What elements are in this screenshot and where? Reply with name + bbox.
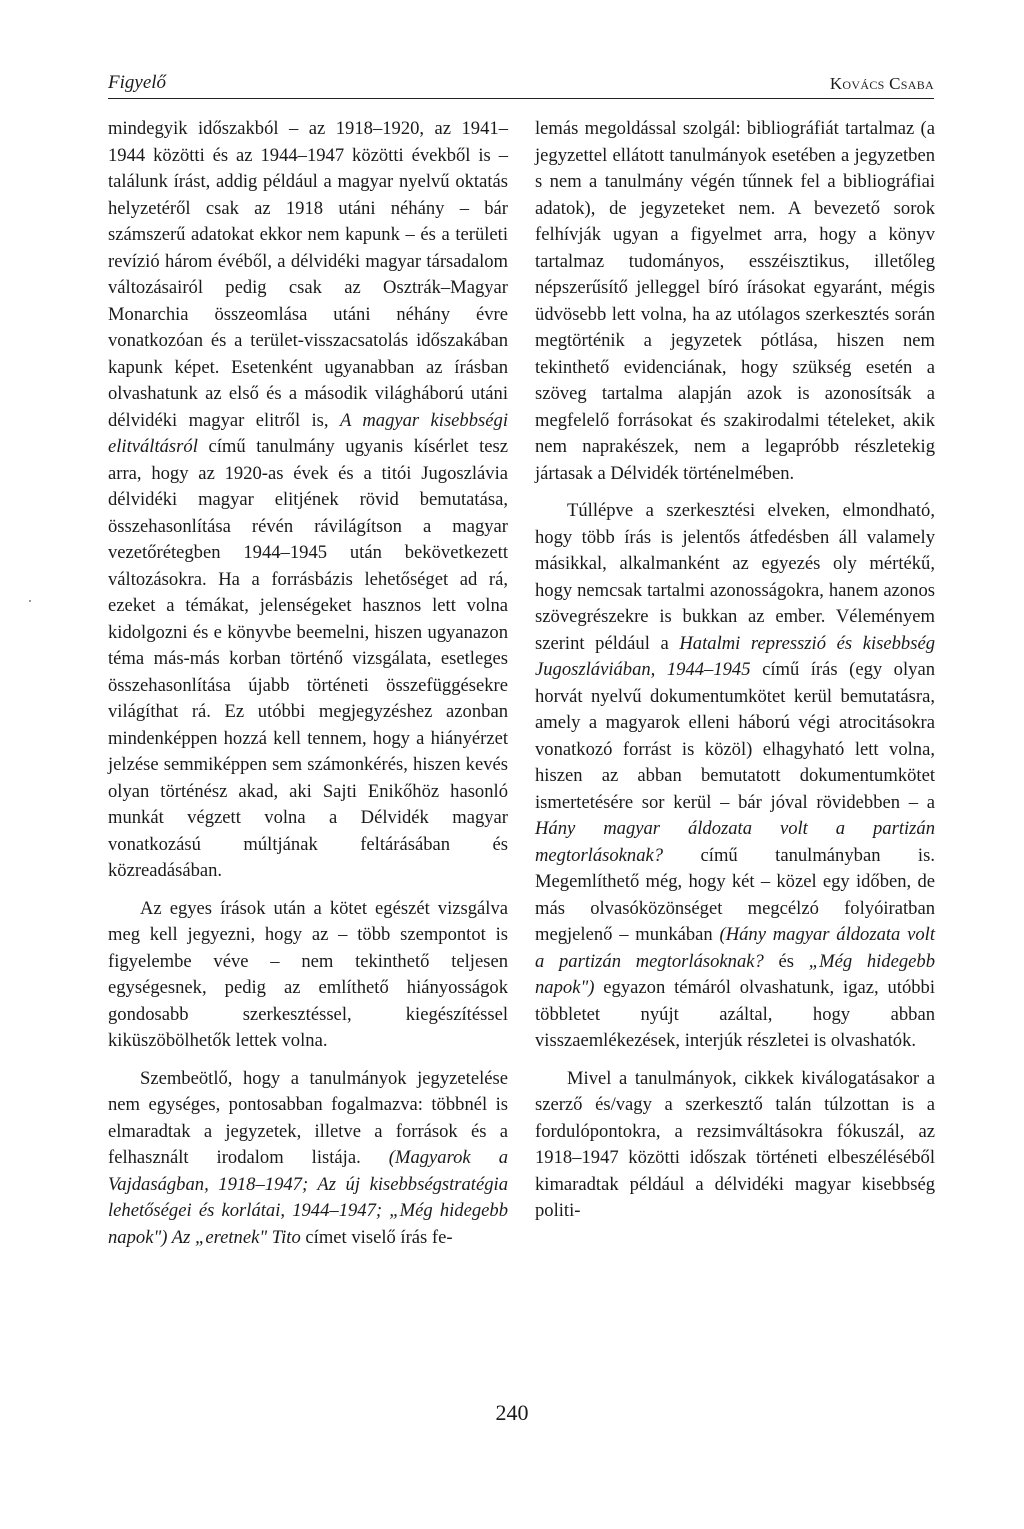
left-p1-rest: című tanulmány ugyanis kísérlet tesz arra, hogy az 1920-as évek és a titói Jugoszlávia délvidéki magyar elitjének rövid bemutatása, összehasonlítása révén rávilágítson a magyar vezetőrétegben 1944–1945 után bekövetkezett változásokra. Ha a forrásbázis lehetőséget ad rá, ezeket a témákat, jelenségeket hasznos lett volna kidolgozni és e könyvbe beemelni, hiszen ugyanazon téma más-más korban történő vizsgálata, esetleges összehasonlítása újabb történeti összefüggésekre világíthat rá. Ez utóbbi megjegyzéshez azonban mindenképpen hozzá kell tennem, hogy a hiányérzet jelzése semmiképpen sem számonkérés, hiszen kevés olyan történész akad, aki Sajti Enikőhöz hasonló munkát végzett volna a Délvidék magyar vonatkozású múltjának feltárásában és közreadásában. (108, 436, 508, 881)
margin-mark (29, 600, 31, 602)
left-p3-rest: címet viselő írás fe- (305, 1226, 453, 1248)
right-p2-d: egyazon témáról olvashatunk, igaz, utóbbi többletet nyújt azáltal, hogy abban visszaemlékezések, interjúk részletei is olvashatók. (535, 977, 936, 1051)
left-paragraph-2: Az egyes írások után a kötet egészét vizsgálva meg kell jegyezni, hogy az – több szempontot is figyelembe véve – nem tekinthető teljesen egységesnek, pedig az említhető hiányosságok gondosabb szerkesztéssel, kiegészítéssel kiküszöbölhetők lettek volna. (108, 897, 508, 1051)
right-p2-title3: (Hány magyar áldozata volt a partizán megtorlásoknak? (535, 924, 935, 972)
right-paragraph-3: Mivel a tanulmányok, cikkek kiválogatásakor a szerző és/vagy a szerkesztő talán túlzottan is a fordulópontokra, a rezsimváltásokra fókuszál, az 1918–1947 közötti időszak történeti elbeszéléséből kimaradtak például a délvidéki magyar kisebbség politi- (535, 1067, 935, 1221)
right-paragraph-2 (535, 498, 935, 1055)
right-column (535, 116, 935, 1236)
left-p1-text: mindegyik időszakból – az 1918–1920, az 1941–1944 közötti és az 1944–1947 közötti évekből is – találunk írást, addig például a magyar nyelvű oktatás helyzetéről csak az 1918 utáni néhány – bár számszerű adatokat ekkor nem kapunk – és a területi revízió három évéből, a délvidéki magyar társadalom változásairól pedig csak az Osztrák–Magyar Monarchia összeomlása utáni néhány évre vonatkozóan és a terület-visszacsatolás időszakában kapunk képet. Esetenként ugyanabban az írásban olvashatunk az első és a második világháború utáni délvidéki magyar elitről is, (108, 118, 508, 431)
left-column (108, 116, 508, 1262)
left-p3-text: Szembeötlő, hogy a tanulmányok jegyzetelése nem egységes, pontosabban fogalmazva: többnél is elmaradtak a jegyzetek, illetve a források és a felhasznált irodalom listája. (108, 1067, 508, 1168)
right-p2-title2: Hány magyar áldozata volt a partizán megtorlásoknak? (535, 818, 935, 866)
right-p2-a: Túllépve a szerkesztési elveken, elmondható, hogy több írás is jelentős átfedésben áll valamely másikkal, alkalmanként az egyezés oly mértékű, hogy nemcsak tartalmi azonosságokra, hanem azonos szövegrészekre is bukkan az ember. Véleményem szerint például a (535, 500, 935, 654)
right-p2-b: című írás (egy olyan horvát nyelvű dokumentumkötet kerül bemutatásra, amely a magyarok elleni háború végi atrocitásokra vonatkozó forrást is közöl) elhagyható lett volna, hiszen az abban bemutatott dokumentumkötet ismertetésére sor kerül – bár jóval rövidebben – a (535, 659, 935, 813)
right-p2-c: című tanulmányban is. Megemlíthető még, hogy két – közel egy időben, de más olvasóközönséget megcélzó folyóiratban megjelenő – munkában (535, 844, 935, 945)
right-p2-title1: Hatalmi represszió és kisebbség Jugoszláviában, 1944–1945 (535, 632, 935, 680)
right-paragraph-1: lemás megoldással szolgál: bibliográfiát tartalmaz (a jegyzettel ellátott tanulmányok esetében a jegyzetben s nem a tanulmány végén tűnnek fel a bibliográfiai adatok), de jegyzeteket nem. A bevezető sorok felhívják ugyan a figyelmet arra, hogy a könyv tartalmaz tudományos, esszéisztikus, illetőleg népszerűsítő jelleggel bíró írásokat egyaránt, mégis üdvösebb lett volna, ha az utólagos szerkesztés során megtörténik a jegyzetek pótlása, hiszen nem tekinthető evidenciának, hogy szükség esetén a szöveg tartalma alapján azok is azonosítsák a megfelelő forrásokat és szakirodalmi tételeket, akik nem naprakészek, nem a legapróbb részletekig jártasak a Délvidék történelmében. (535, 118, 935, 484)
header-section-title: Figyelő (108, 72, 167, 93)
header-author: Kovács Csaba (829, 74, 934, 93)
page-number: 240 (495, 1400, 529, 1425)
left-paragraph-3 (108, 1066, 508, 1252)
left-p1-title: A magyar kisebbségi elitváltásról (108, 409, 508, 457)
right-p2-title4: „Még hidegebb napok") (535, 950, 935, 998)
left-paragraph-1 (108, 116, 508, 885)
right-p2-and: és (778, 950, 795, 972)
left-p3-italic: (Magyarok a Vajdaságban, 1918–1947; Az új kisebbségstratégia lehetőségei és korlátai, 1944–1947; „Még hidegebb napok") Az „eretnek" Tito (108, 1147, 508, 1248)
running-header (108, 70, 934, 99)
